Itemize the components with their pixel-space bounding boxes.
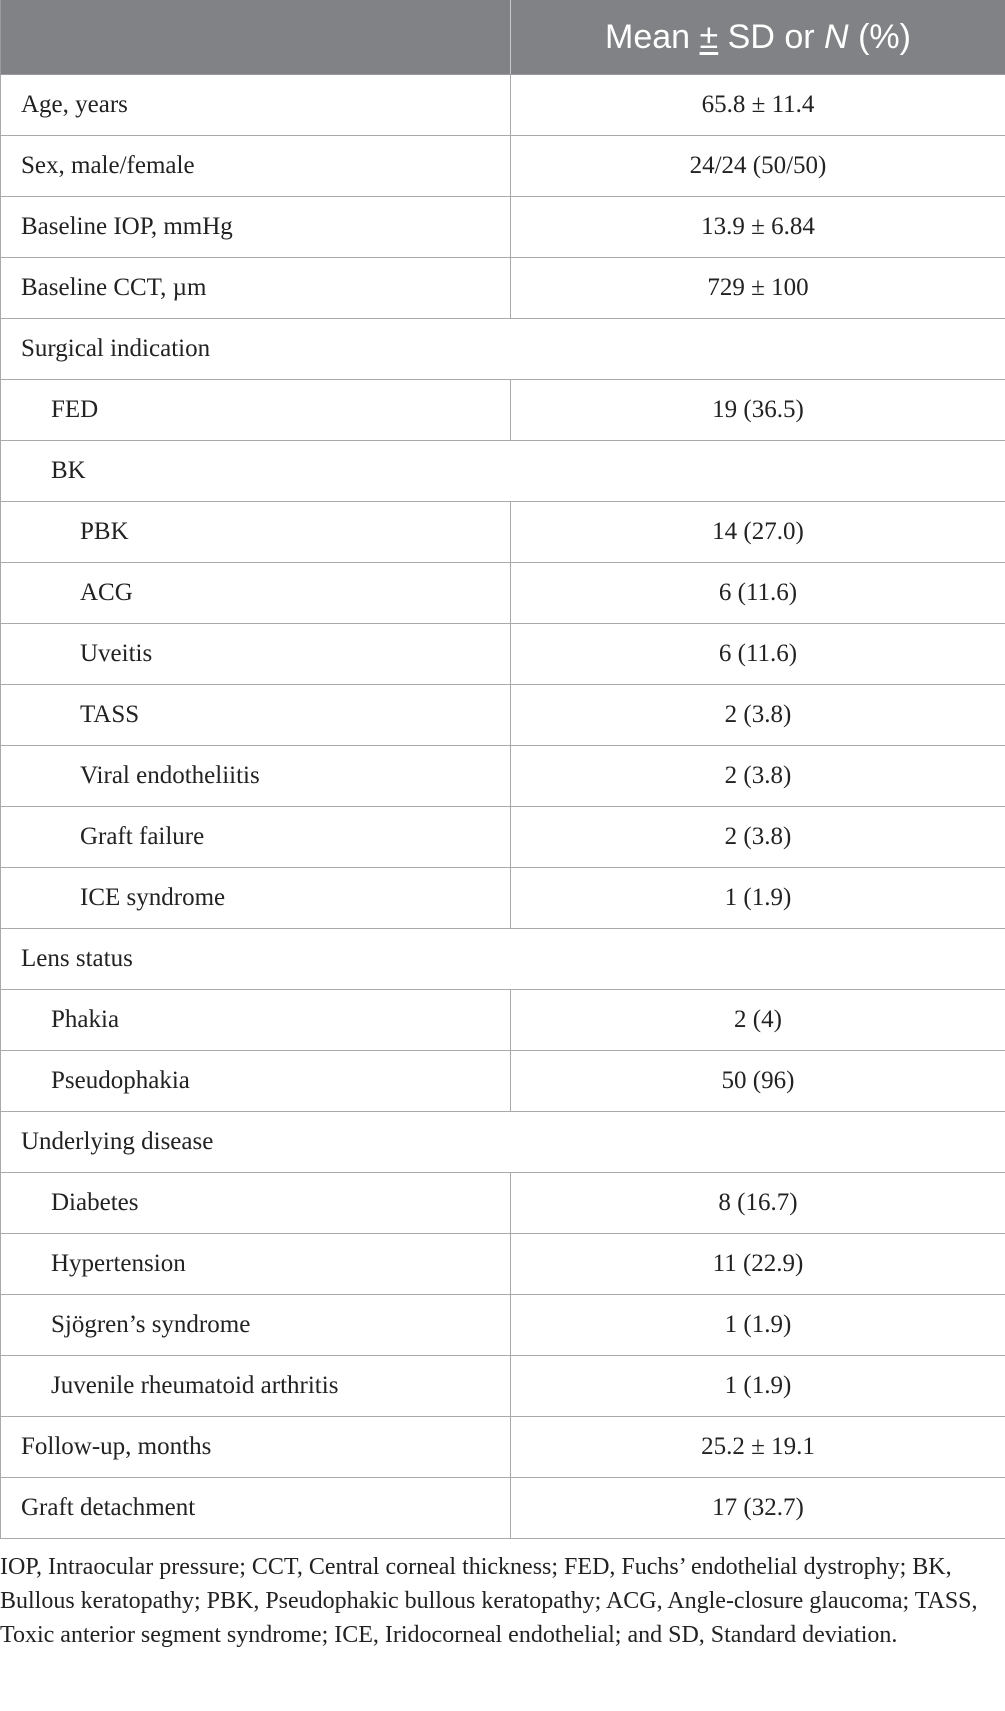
section-label: Underlying disease (1, 1112, 1005, 1173)
row-value: 65.8 ± 11.4 (511, 75, 1005, 136)
table-row (1, 563, 1005, 624)
header-n: N (824, 17, 849, 56)
row-value: 1 (1.9) (511, 868, 1005, 929)
header-empty-cell (1, 0, 511, 75)
subsection-row-bk (1, 441, 1005, 502)
table-footnote: IOP, Intraocular pressure; CCT, Central corneal thickness; FED, Fuchs’ endothelial dystrophy; BK, Bullous keratopathy; PBK, Pseudophakic bullous keratopathy; ACG, Angle-closure glaucoma; TASS, Toxic anterior segment syndrome; ICE, Iridocorneal endothelial; and SD, Standard deviation. (0, 1554, 978, 1648)
table-row (1, 990, 1005, 1051)
section-row-surgical-indication (1, 319, 1005, 380)
table-row (1, 1478, 1005, 1539)
row-value: 2 (3.8) (511, 685, 1005, 746)
header-statistic-cell (511, 0, 1005, 75)
table-row (1, 258, 1005, 319)
section-row-lens-status (1, 929, 1005, 990)
row-label: Graft detachment (1, 1478, 511, 1539)
row-value: 8 (16.7) (511, 1173, 1005, 1234)
row-value: 11 (22.9) (511, 1234, 1005, 1295)
row-label: Phakia (1, 990, 511, 1051)
row-label: Baseline CCT, µm (1, 258, 511, 319)
row-label: Sex, male/female (1, 136, 511, 197)
row-label: Diabetes (1, 1173, 511, 1234)
table-row (1, 868, 1005, 929)
row-label: PBK (1, 502, 511, 563)
table-row (1, 807, 1005, 868)
row-label: TASS (1, 685, 511, 746)
table-row (1, 75, 1005, 136)
row-value: 25.2 ± 19.1 (511, 1417, 1005, 1478)
row-label: Sjögren’s syndrome (1, 1295, 511, 1356)
row-label: Viral endotheliitis (1, 746, 511, 807)
table-row (1, 1295, 1005, 1356)
row-value: 2 (3.8) (511, 807, 1005, 868)
header-mean: Mean (605, 17, 691, 56)
row-value: 17 (32.7) (511, 1478, 1005, 1539)
row-value: 6 (11.6) (511, 624, 1005, 685)
table-row (1, 1417, 1005, 1478)
row-value: 19 (36.5) (511, 380, 1005, 441)
table-row (1, 1234, 1005, 1295)
table-header-row (1, 0, 1005, 75)
row-label: ACG (1, 563, 511, 624)
row-value: 13.9 ± 6.84 (511, 197, 1005, 258)
table-row (1, 380, 1005, 441)
row-value: 1 (1.9) (511, 1295, 1005, 1356)
row-label: Uveitis (1, 624, 511, 685)
row-label: ICE syndrome (1, 868, 511, 929)
row-label: Juvenile rheumatoid arthritis (1, 1356, 511, 1417)
header-percent: (%) (858, 17, 911, 56)
row-value: 2 (3.8) (511, 746, 1005, 807)
table-row (1, 1173, 1005, 1234)
table-row (1, 1051, 1005, 1112)
table-row (1, 136, 1005, 197)
table-row (1, 502, 1005, 563)
row-value: 14 (27.0) (511, 502, 1005, 563)
row-label: Follow-up, months (1, 1417, 511, 1478)
row-value: 1 (1.9) (511, 1356, 1005, 1417)
row-value: 24/24 (50/50) (511, 136, 1005, 197)
subsection-label: BK (1, 441, 1005, 502)
row-label: Pseudophakia (1, 1051, 511, 1112)
row-value: 50 (96) (511, 1051, 1005, 1112)
header-plus-minus: ± (699, 17, 719, 56)
table-row (1, 624, 1005, 685)
row-value: 729 ± 100 (511, 258, 1005, 319)
row-label: Hypertension (1, 1234, 511, 1295)
section-label: Lens status (1, 929, 1005, 990)
section-label: Surgical indication (1, 319, 1005, 380)
row-label: Age, years (1, 75, 511, 136)
table-row (1, 746, 1005, 807)
row-label: Graft failure (1, 807, 511, 868)
section-row-underlying-disease (1, 1112, 1005, 1173)
row-label: Baseline IOP, mmHg (1, 197, 511, 258)
row-value: 6 (11.6) (511, 563, 1005, 624)
row-label: FED (1, 380, 511, 441)
table-row (1, 685, 1005, 746)
row-value: 2 (4) (511, 990, 1005, 1051)
table-row (1, 1356, 1005, 1417)
table-row (1, 197, 1005, 258)
header-sd-or: SD or (727, 17, 815, 56)
